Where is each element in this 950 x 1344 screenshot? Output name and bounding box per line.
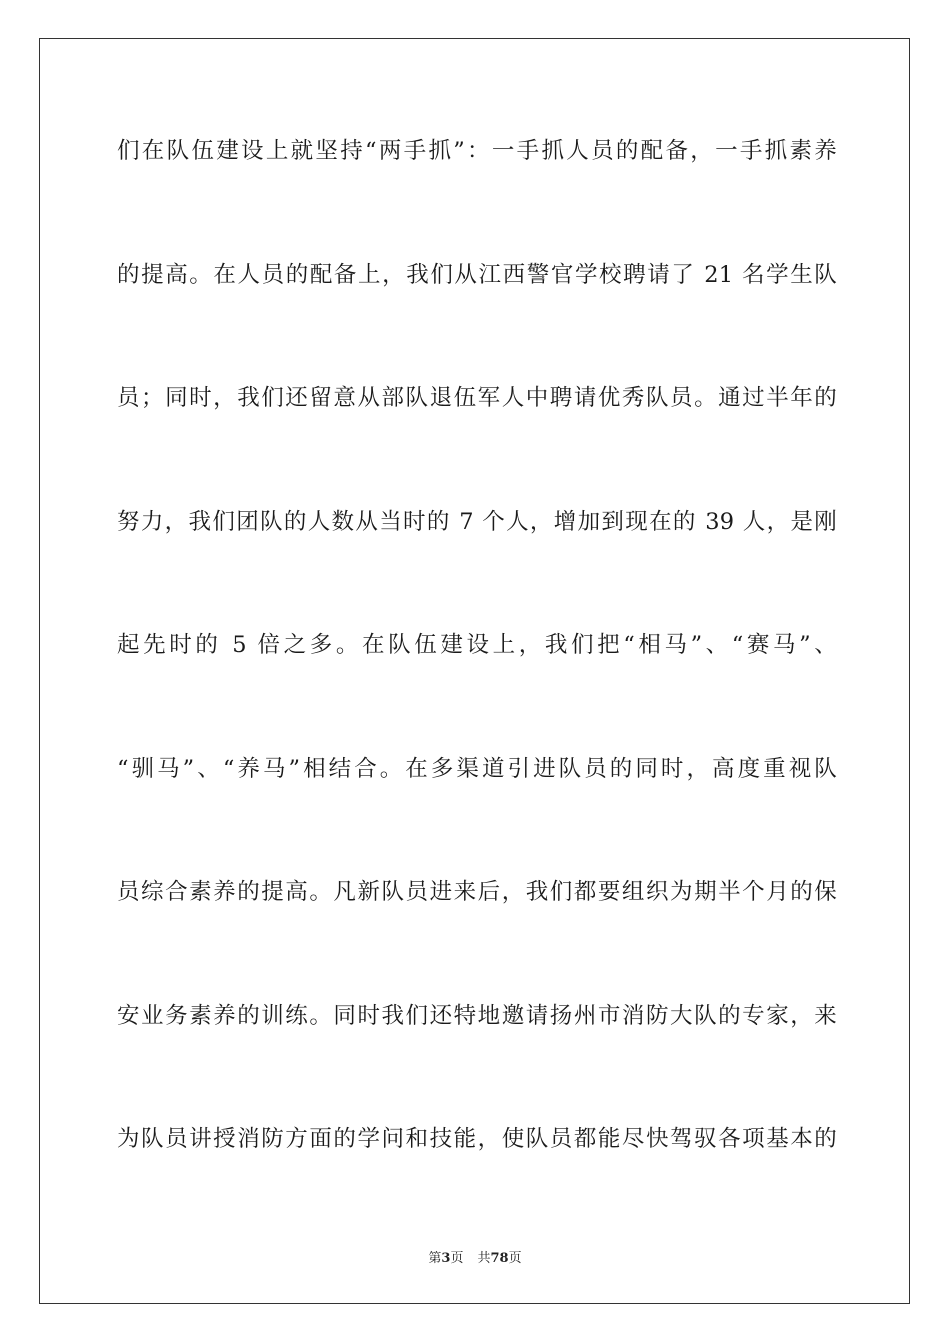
total-suffix: 页 [508,1251,522,1266]
text-line-1: 们在队伍建设上就坚持“两手抓”：一手抓人员的配备，一手抓素养 [117,138,837,164]
page-suffix: 页 [450,1251,464,1266]
text-line-6: “驯马”、“养马”相结合。在多渠道引进队员的同时，高度重视队 [117,755,837,782]
text-line-7: 员综合素养的提高。凡新队员进来后，我们都要组织为期半个月的保 [117,879,837,905]
total-prefix: 共 [477,1251,491,1266]
text-line-5: 起先时的 5 倍之多。在队伍建设上，我们把“相马”、“赛马”、 [117,632,837,658]
text-line-8: 安业务素养的训练。同时我们还特地邀请扬州市消防大队的专家，来 [117,1002,837,1029]
page-footer [0,1247,950,1266]
total-pages: 78 [490,1251,509,1266]
page-number: 3 [441,1251,451,1266]
text-line-9: 为队员讲授消防方面的学问和技能，使队员都能尽快驾驭各项基本的 [117,1126,837,1152]
text-line-4: 努力，我们团队的人数从当时的 7 个人，增加到现在的 39 人，是刚 [117,508,837,535]
text-line-3: 员；同时，我们还留意从部队退伍军人中聘请优秀队员。通过半年的 [117,385,837,411]
page-prefix: 第 [428,1251,442,1266]
text-line-2: 的提高。在人员的配备上，我们从江西警官学校聘请了 21 名学生队 [117,261,837,288]
document-body [117,126,837,1238]
